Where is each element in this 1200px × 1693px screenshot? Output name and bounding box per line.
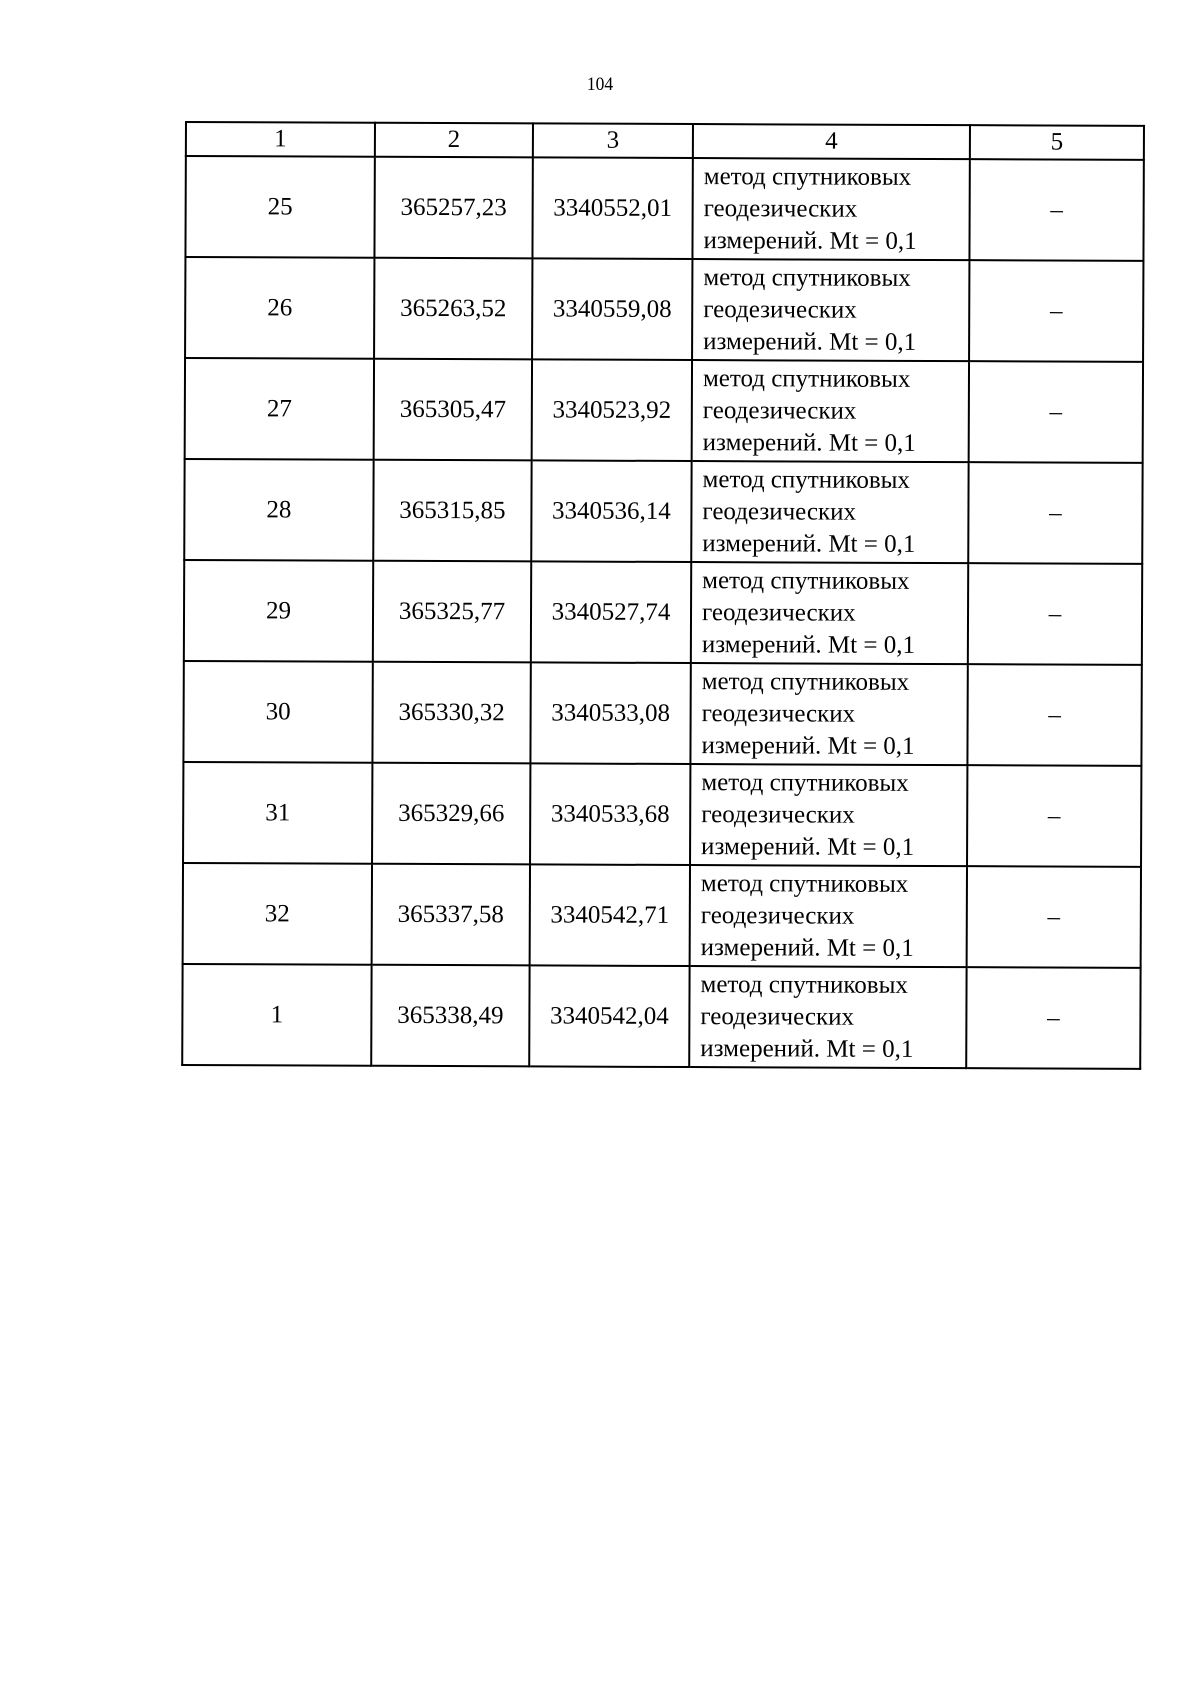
coordinates-table-wrapper <box>181 121 1143 1070</box>
x-coordinate-cell: 365315,85 <box>373 460 531 562</box>
column-header-5: 5 <box>970 125 1144 160</box>
method-cell <box>692 259 969 361</box>
method-text-line: метод спутниковых <box>703 263 911 292</box>
method-text-line: метод спутниковых <box>701 667 910 696</box>
method-cell <box>689 966 966 1068</box>
x-coordinate-cell: 365305,47 <box>374 359 532 461</box>
method-text-line: геодезических <box>703 295 857 324</box>
point-number-cell: 25 <box>185 156 374 258</box>
table-row <box>185 156 1143 261</box>
coordinates-table <box>181 121 1145 1070</box>
method-text-line: метод спутниковых <box>701 768 909 797</box>
column-5-cell: – <box>967 664 1141 766</box>
column-5-cell: – <box>969 159 1143 261</box>
method-text-line: геодезических <box>701 598 856 627</box>
column-5-cell: – <box>967 866 1141 968</box>
method-text-line: измерений. Mt = 0,1 <box>700 933 914 962</box>
x-coordinate-cell: 365330,32 <box>372 662 530 764</box>
column-5-cell: – <box>968 563 1142 665</box>
method-text-line: измерений. Mt = 0,1 <box>701 731 915 760</box>
method-cell <box>690 663 967 765</box>
method-text-line: измерений. Mt = 0,1 <box>701 630 916 659</box>
table-row <box>185 358 1143 463</box>
y-coordinate-cell: 3340523,92 <box>532 359 692 461</box>
y-coordinate-cell: 3340542,71 <box>530 864 690 966</box>
table-row <box>183 661 1141 766</box>
method-text-line: измерений. Mt = 0,1 <box>703 226 917 255</box>
table-row <box>183 863 1141 968</box>
x-coordinate-cell: 365337,58 <box>372 864 530 966</box>
column-header-1: 1 <box>186 122 375 157</box>
method-text-line: геодезических <box>700 1002 855 1031</box>
x-coordinate-cell: 365338,49 <box>371 965 529 1067</box>
column-5-cell: – <box>969 260 1143 362</box>
y-coordinate-cell: 3340559,08 <box>532 258 692 360</box>
page-number: 104 <box>586 74 614 95</box>
method-text-line: геодезических <box>702 396 857 425</box>
column-header-3: 3 <box>533 123 693 158</box>
method-text-line: измерений. Mt = 0,1 <box>702 428 916 457</box>
table-header-row <box>186 122 1144 160</box>
method-text-line: метод спутниковых <box>702 465 911 494</box>
column-header-4: 4 <box>693 124 970 159</box>
point-number-cell: 27 <box>185 358 374 460</box>
method-text-line: измерений. Mt = 0,1 <box>703 327 917 356</box>
method-text-line: метод спутниковых <box>702 364 911 393</box>
method-cell <box>691 562 968 664</box>
method-cell <box>690 764 967 866</box>
method-text-line: геодезических <box>702 497 857 526</box>
y-coordinate-cell: 3340542,04 <box>529 965 689 1067</box>
method-text-line: геодезических <box>701 699 856 728</box>
method-text-line: измерений. Mt = 0,1 <box>700 1034 914 1063</box>
x-coordinate-cell: 365263,52 <box>374 258 532 360</box>
method-text-line: геодезических <box>703 194 858 223</box>
y-coordinate-cell: 3340533,68 <box>530 763 690 865</box>
x-coordinate-cell: 365329,66 <box>372 763 530 865</box>
method-text-line: измерений. Mt = 0,1 <box>701 832 915 861</box>
method-cell <box>691 461 968 563</box>
column-5-cell: – <box>966 967 1140 1069</box>
point-number-cell: 32 <box>183 863 372 965</box>
column-5-cell: – <box>968 462 1142 564</box>
table-row <box>185 257 1143 362</box>
table-row <box>183 762 1141 867</box>
x-coordinate-cell: 365325,77 <box>373 561 531 663</box>
point-number-cell: 29 <box>184 560 373 662</box>
point-number-cell: 26 <box>185 257 374 359</box>
y-coordinate-cell: 3340533,08 <box>530 662 690 764</box>
y-coordinate-cell: 3340552,01 <box>532 157 692 259</box>
method-text-line: метод спутниковых <box>703 162 912 191</box>
method-cell <box>692 158 969 260</box>
method-text-line: метод спутниковых <box>702 566 910 595</box>
table-row <box>184 560 1142 665</box>
table-row <box>182 964 1140 1069</box>
method-text-line: геодезических <box>701 800 855 829</box>
x-coordinate-cell: 365257,23 <box>374 157 532 259</box>
point-number-cell: 31 <box>183 762 372 864</box>
y-coordinate-cell: 3340536,14 <box>531 460 691 562</box>
point-number-cell: 28 <box>184 459 373 561</box>
method-text-line: геодезических <box>700 901 855 930</box>
y-coordinate-cell: 3340527,74 <box>531 561 691 663</box>
method-text-line: метод спутниковых <box>700 869 909 898</box>
point-number-cell: 30 <box>183 661 372 763</box>
column-5-cell: – <box>967 765 1141 867</box>
method-cell <box>690 865 967 967</box>
point-number-cell: 1 <box>182 964 371 1066</box>
method-text-line: измерений. Mt = 0,1 <box>702 529 916 558</box>
method-cell <box>692 360 969 462</box>
column-5-cell: – <box>969 361 1143 463</box>
method-text-line: метод спутниковых <box>700 970 908 999</box>
column-header-2: 2 <box>375 123 533 158</box>
table-row <box>184 459 1142 564</box>
